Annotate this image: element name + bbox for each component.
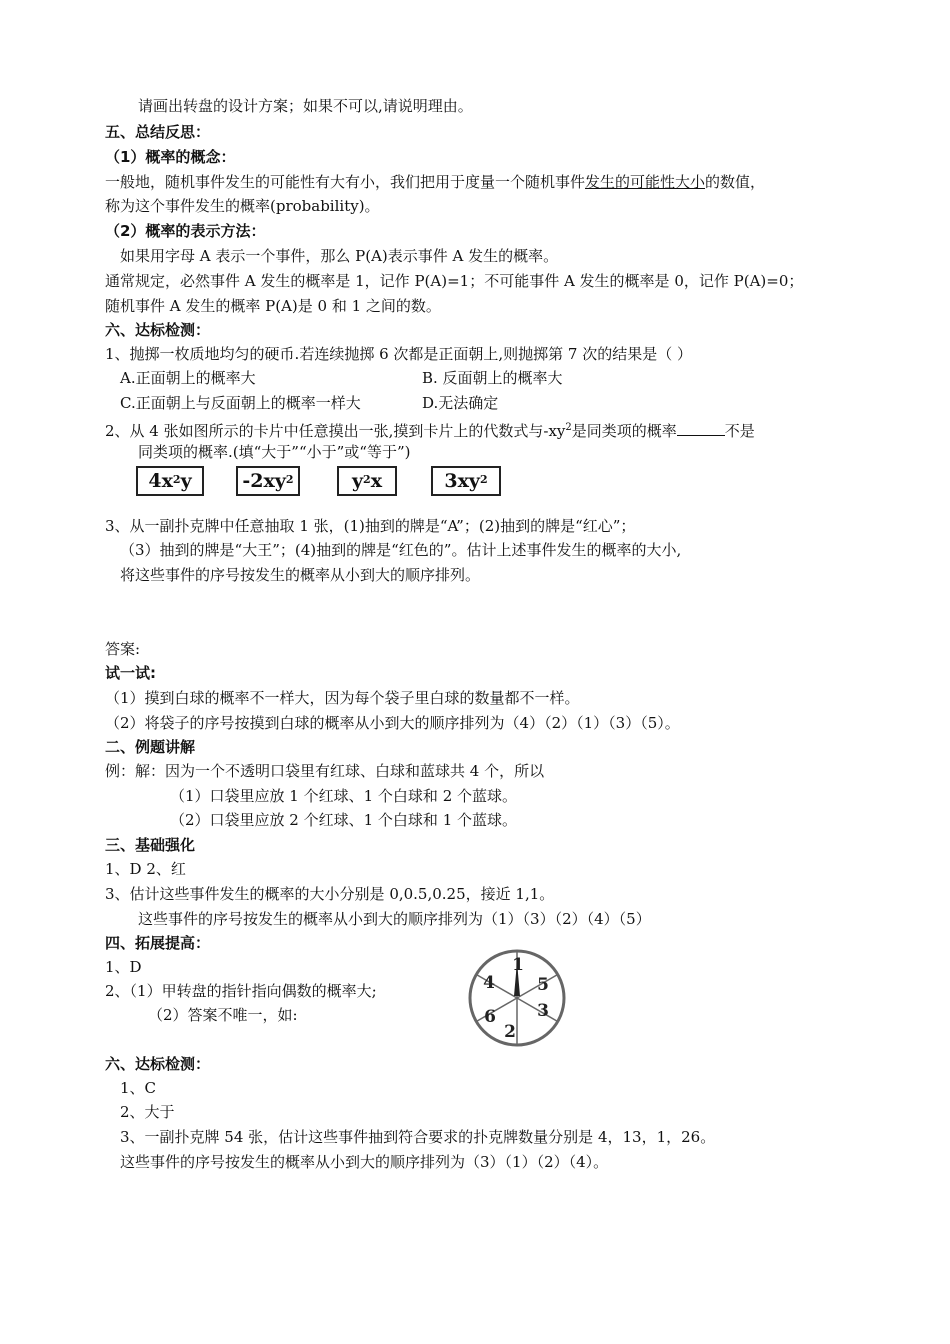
- text-line: 称为这个事件发生的概率(probability)。: [105, 197, 380, 215]
- text-line: （3）抽到的牌是“大王”；(4)抽到的牌是“红色的”。估计上述事件发生的概率的大小,: [120, 541, 682, 559]
- text-line: 如果用字母 A 表示一个事件，那么 P(A)表示事件 A 发生的概率。: [120, 247, 559, 265]
- option-a: A.正面朝上的概率大: [120, 369, 256, 387]
- section-heading: 三、基础强化: [105, 836, 196, 854]
- card-tail: x: [370, 470, 383, 492]
- section-heading: 六、达标检测：: [105, 321, 211, 339]
- algebra-card: [337, 466, 397, 496]
- sector-number: 4: [483, 973, 495, 993]
- algebra-card: [136, 466, 204, 496]
- text-line: 随机事件 A 发生的概率 P(A)是 0 和 1 之间的数。: [105, 297, 441, 315]
- card-base: y: [351, 470, 364, 492]
- text-line: 同类项的概率.(填“大于”“小于”或“等于”): [138, 443, 411, 461]
- text-part: 2、从 4 张如图所示的卡片中任意摸出一张,摸到卡片上的代数式与-xy: [105, 422, 566, 440]
- card-base: 4x: [148, 470, 173, 492]
- text-line: 3、一副扑克牌 54 张，估计这些事件抽到符合要求的扑克牌数量分别是 4，13，1，26。: [120, 1128, 716, 1146]
- card-sup: 2: [479, 472, 488, 486]
- question-3: 3、从一副扑克牌中任意抽取 1 张，(1)抽到的牌是“A”；(2)抽到的牌是“红心”；: [105, 517, 636, 535]
- text-line: 3、估计这些事件发生的概率的大小分别是 0,0.5,0.25，接近 1,1。: [105, 885, 555, 903]
- text-line: 这些事件的序号按发生的概率从小到大的顺序排列为（3）（1）（2）（4）。: [120, 1153, 609, 1171]
- algebra-card: [236, 466, 300, 496]
- card-tail: y: [180, 470, 192, 492]
- text-line: 2、（1）甲转盘的指针指向偶数的概率大;: [105, 982, 377, 1000]
- text-line: 这些事件的序号按发生的概率从小到大的顺序排列为（1）（3）（2）（4）（5）: [138, 910, 651, 928]
- sector-number: 3: [537, 1001, 549, 1021]
- text-line: 2、大于: [120, 1103, 175, 1121]
- text-part: 一般地，随机事件发生的可能性有大有小，我们把用于度量一个随机事件: [105, 173, 586, 191]
- card-sup: 2: [172, 472, 181, 486]
- text-line: （2）将袋子的序号按摸到白球的概率从小到大的顺序排列为（4）（2）（1）（3）（5）。: [105, 714, 680, 732]
- text-line: 请画出转盘的设计方案；如果不可以,请说明理由。: [138, 97, 473, 115]
- superscript: 2: [565, 422, 572, 433]
- sub-heading: （1）概率的概念：: [105, 148, 236, 166]
- text-line: [105, 172, 765, 192]
- text-line: 1、D 2、红: [105, 860, 186, 878]
- question-1: 1、抛掷一枚质地均匀的硬币.若连续抛掷 6 次都是正面朝上,则抛掷第 7 次的结果是（ ）: [105, 345, 693, 363]
- text-part: 的数值，: [705, 173, 766, 191]
- section-heading: 试一试:: [105, 664, 156, 682]
- card-sup: 2: [363, 472, 371, 486]
- sub-heading: （2）概率的表示方法：: [105, 222, 266, 240]
- sector-number: 5: [537, 975, 549, 995]
- text-part: 不是: [724, 422, 755, 440]
- card-base: -2xy: [242, 470, 286, 492]
- section-heading: 二、例题讲解: [105, 738, 196, 756]
- algebra-card: [431, 466, 501, 496]
- text-line: （2）口袋里应放 2 个红球、1 个白球和 1 个蓝球。: [170, 811, 518, 829]
- text-line: （2）答案不唯一，如:: [148, 1006, 298, 1024]
- text-line: （1）口袋里应放 1 个红球、1 个白球和 2 个蓝球。: [170, 787, 518, 805]
- option-b: B. 反面朝上的概率大: [422, 369, 563, 387]
- option-d: D.无法确定: [422, 394, 499, 412]
- section-heading: 六、达标检测：: [105, 1055, 211, 1073]
- option-c: C.正面朝上与反面朝上的概率一样大: [120, 394, 361, 412]
- sector-divider: [476, 998, 517, 1022]
- spinner-diagram: [462, 948, 572, 1048]
- text-line: 通常规定，必然事件 A 发生的概率是 1，记作 P(A)=1；不可能事件 A 发生的概率是 0，记作 P(A)=0；: [105, 272, 804, 290]
- text-line: 1、D: [105, 958, 142, 976]
- text-line: 1、C: [120, 1079, 157, 1097]
- section-heading: 五、总结反思：: [105, 123, 211, 141]
- sector-number: 6: [484, 1007, 496, 1027]
- underlined-text: 发生的可能性大小: [585, 173, 706, 191]
- text-line: 例：解：因为一个不透明口袋里有红球、白球和蓝球共 4 个，所以: [105, 762, 545, 780]
- text-line: （1）摸到白球的概率不一样大，因为每个袋子里白球的数量都不一样。: [105, 689, 580, 707]
- text-line: 将这些事件的序号按发生的概率从小到大的顺序排列。: [120, 566, 481, 584]
- answer-blank: [677, 421, 725, 436]
- card-sup: 2: [285, 472, 294, 486]
- question-2: [105, 418, 755, 441]
- section-heading: 四、拓展提高：: [105, 934, 211, 952]
- card-base: 3xy: [444, 470, 480, 492]
- text-part: 是同类项的概率: [571, 422, 677, 440]
- answer-title: 答案:: [105, 640, 141, 658]
- sector-number: 2: [504, 1022, 516, 1042]
- sector-number: 1: [512, 955, 524, 975]
